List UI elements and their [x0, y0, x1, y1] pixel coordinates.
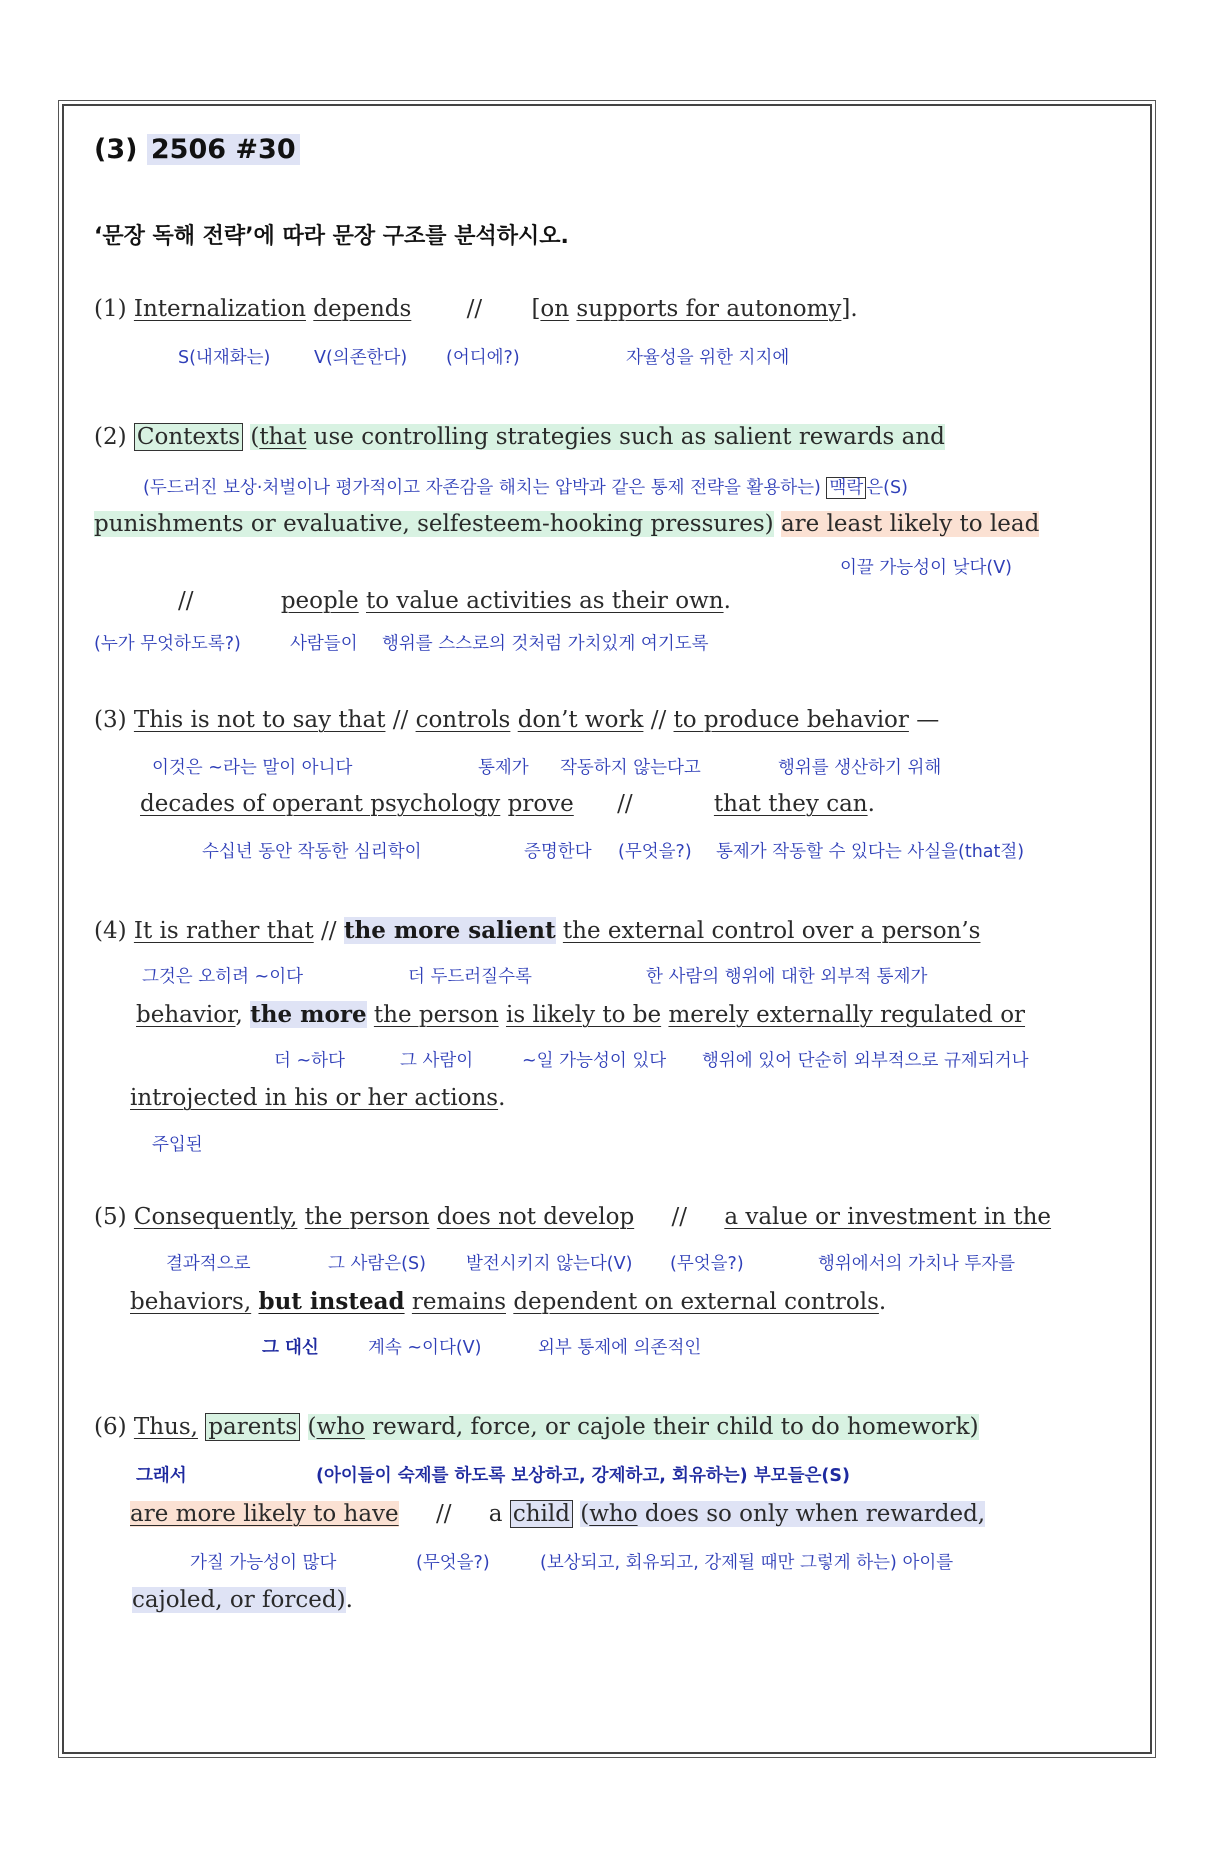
s6-gloss-1: 그래서	[136, 1466, 187, 1486]
s5-gloss-5: 행위에서의 가치나 투자를	[818, 1254, 1016, 1274]
s2-line1: (2) Contexts (that use controlling strategies such as salient rewards and	[94, 424, 945, 450]
s3-gloss-6: 증명한다	[524, 842, 592, 862]
s2-gloss-rc: (두드러진 보상·처벌이나 평가적이고 자존감을 해치는 압박과 같은 통제 전략을 활용하는) 맥락 은(S)	[143, 478, 908, 498]
problem-tag: 2506 #30	[147, 134, 300, 165]
s5-gloss-2: 그 사람은(S)	[328, 1254, 426, 1274]
s5-gloss-6: 그 대신	[262, 1338, 319, 1358]
s3-gloss-4: 행위를 생산하기 위해	[778, 758, 942, 778]
s4-gloss-7: 행위에 있어 단순히 외부적으로 규제되거나	[702, 1051, 1029, 1071]
s2-line2: punishments or evaluative, selfesteem-hooking pressures) are least likely to lead	[94, 511, 1040, 537]
s6-gloss-5: (보상되고, 회유되고, 강제될 때만 그렇게 하는) 아이를	[540, 1553, 954, 1573]
s2-verb: are least likely to lead	[780, 511, 1040, 537]
s1-subject: Internalization	[133, 296, 306, 322]
s3-gloss-8: 통제가 작동할 수 있다는 사실을(that절)	[716, 842, 1025, 862]
s6-gloss-2: (아이들이 숙제를 하도록 보상하고, 강제하고, 회유하는) 부모들은(S)	[316, 1466, 850, 1486]
s4-gloss-2: 더 두드러질수록	[408, 967, 532, 987]
s4-gloss-6: ~일 가능성이 있다	[522, 1051, 667, 1071]
s4-gloss-5: 그 사람이	[400, 1051, 474, 1071]
s2-gloss-tov: 행위를 스스로의 것처럼 가치있게 여기도록	[382, 634, 709, 654]
s2-line3: // people to value activities as their own.	[178, 588, 731, 614]
s3-line2: decades of operant psychology prove // that they can.	[140, 791, 875, 817]
instruction: ‘문장 독해 전략’에 따라 문장 구조를 분석하시오.	[94, 224, 569, 249]
s5-gloss-4: (무엇을?)	[670, 1254, 744, 1274]
s6-object-box: child	[510, 1500, 573, 1528]
s3-gloss-5: 수십년 동안 작동한 심리학이	[202, 842, 422, 862]
s4-gloss-8: 주입된	[152, 1135, 203, 1155]
s4-gloss-1: 그것은 오히려 ~이다	[142, 967, 304, 987]
s1-gloss-1: S(내재화는)	[178, 348, 271, 368]
s5-gloss-1: 결과적으로	[166, 1254, 251, 1274]
s3-gloss-2: 통제가	[478, 758, 529, 778]
s6-gloss-4: (무엇을?)	[416, 1553, 490, 1573]
s6-gloss-3: 가질 가능성이 많다	[190, 1553, 337, 1573]
s4-line2: behavior, the more the person is likely to be merely externally regulated or	[136, 1001, 1026, 1028]
problem-number: (3)	[94, 134, 138, 165]
s5-gloss-8: 외부 통제에 의존적인	[538, 1338, 702, 1358]
s5-line1: (5) Consequently, the person does not develop // a value or investment in the	[94, 1204, 1052, 1230]
s5-gloss-3: 발전시키지 않는다(V)	[466, 1254, 633, 1274]
s1-gloss-3: (어디에?)	[446, 348, 520, 368]
s3-gloss-3: 작동하지 않는다고	[560, 758, 701, 778]
s6-subject-box: parents	[205, 1413, 300, 1441]
s2-gloss-q: (누가 무엇하도록?)	[94, 634, 241, 654]
s5-line2: behaviors, but instead remains dependent on external controls.	[130, 1288, 887, 1315]
s1-gloss-4: 자율성을 위한 지지에	[626, 348, 790, 368]
s3-line1: (3) This is not to say that // controls don’t work // to produce behavior —	[94, 707, 940, 733]
s6-verb: are more likely to have	[130, 1501, 399, 1527]
s2-gloss-verb: 이끌 가능성이 낮다(V)	[840, 558, 1012, 578]
s4-gloss-4: 더 ~하다	[274, 1051, 345, 1071]
s2-gloss-obj: 사람들이	[290, 634, 358, 654]
s3-gloss-1: 이것은 ~라는 말이 아니다	[152, 758, 353, 778]
s4-line3: introjected in his or her actions.	[130, 1085, 506, 1111]
problem-title	[94, 134, 300, 165]
s5-gloss-7: 계속 ~이다(V)	[368, 1338, 482, 1358]
s6-line1: (6) Thus, parents (who reward, force, or cajole their child to do homework)	[94, 1414, 979, 1440]
s1-verb: depends	[313, 296, 412, 322]
s4-gloss-3: 한 사람의 행위에 대한 외부적 통제가	[646, 967, 928, 987]
s3-gloss-7: (무엇을?)	[618, 842, 692, 862]
s1-line1: (1) Internalization depends // [on supports for autonomy].	[94, 296, 858, 322]
s6-line2: are more likely to have // a child (who does so only when rewarded,	[130, 1501, 986, 1527]
s6-line3: cajoled, or forced).	[132, 1587, 353, 1613]
s1-slash: //	[466, 296, 483, 322]
s4-line1: (4) It is rather that // the more salient the external control over a person’s	[94, 917, 981, 944]
s2-subject-box: Contexts	[134, 423, 243, 451]
s1-gloss-2: V(의존한다)	[314, 348, 408, 368]
